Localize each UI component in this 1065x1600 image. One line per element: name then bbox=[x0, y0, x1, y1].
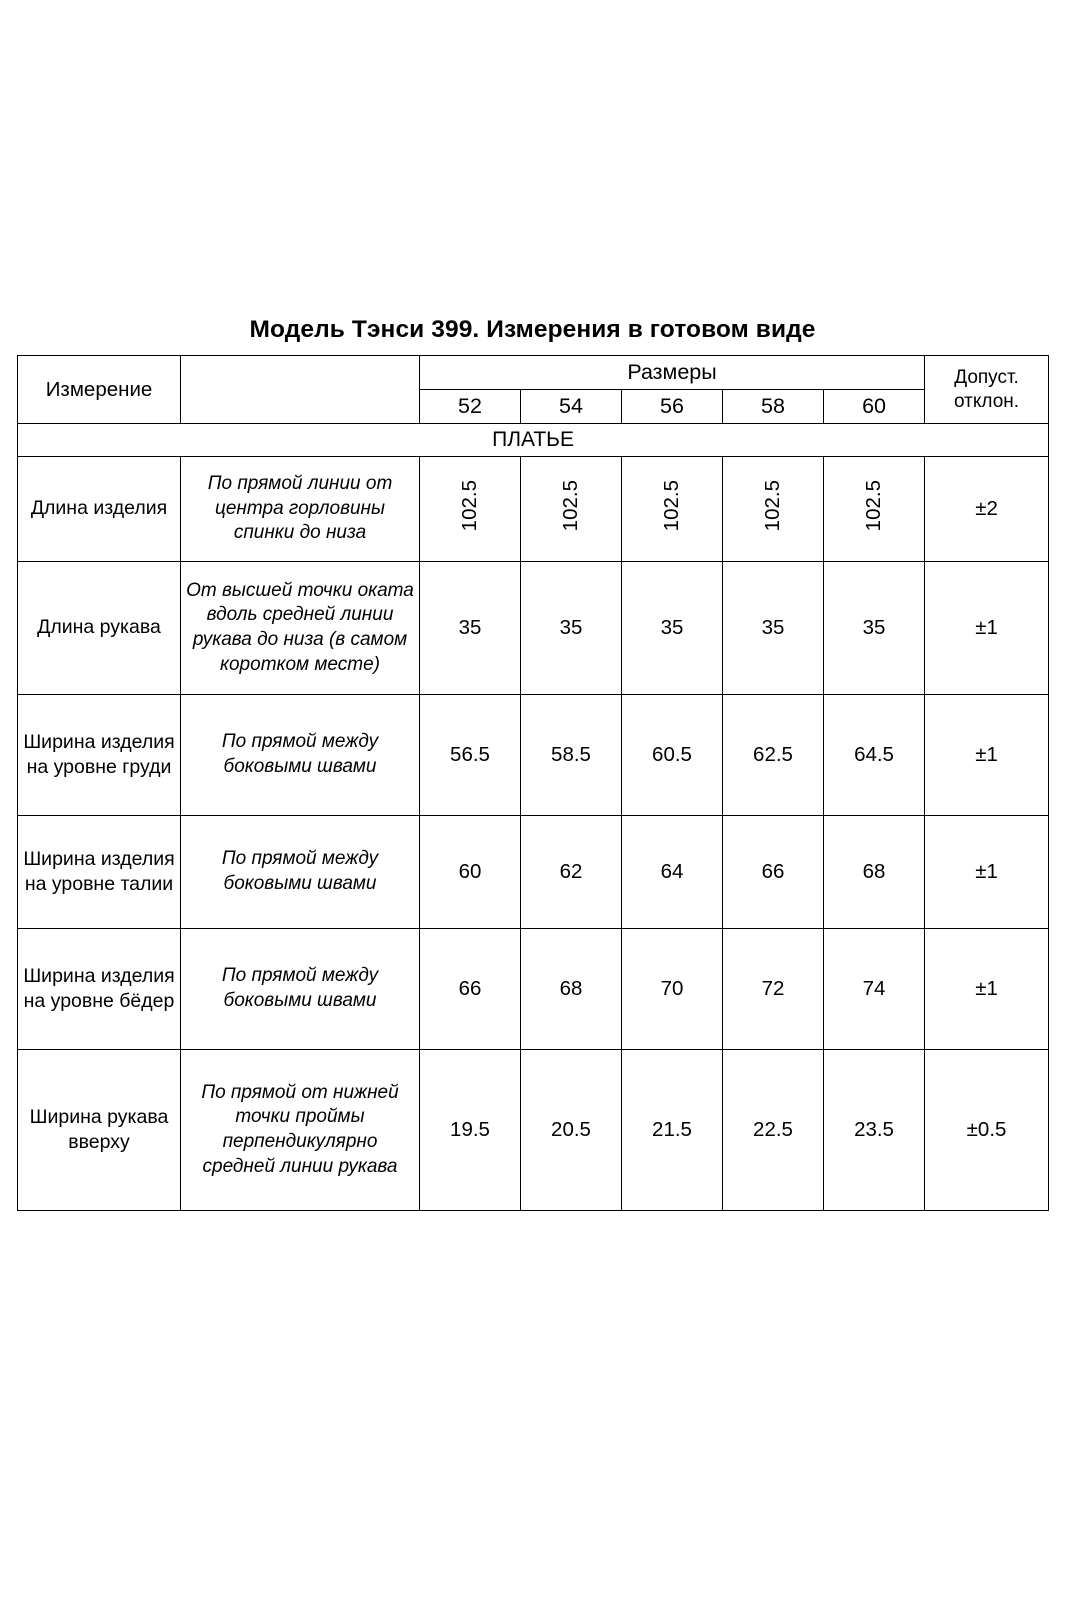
row-value-54: 62 bbox=[521, 816, 622, 929]
row-value-52 bbox=[420, 457, 521, 562]
table-header-row-top bbox=[18, 356, 1049, 390]
section-row-dress bbox=[18, 424, 1049, 457]
row-name: Длина рукава bbox=[18, 562, 181, 695]
row-description: По прямой между боковыми швами bbox=[181, 695, 420, 816]
table-row bbox=[18, 695, 1049, 816]
row-value-60: 64.5 bbox=[824, 695, 925, 816]
header-tolerance bbox=[925, 356, 1049, 424]
row-value-54 bbox=[521, 457, 622, 562]
row-name: Длина изделия bbox=[18, 457, 181, 562]
row-value-60: 74 bbox=[824, 929, 925, 1050]
table-row bbox=[18, 1050, 1049, 1211]
row-description: По прямой линии от центра горловины спинки до низа bbox=[181, 457, 420, 562]
row-name: Ширина изделия на уровне талии bbox=[18, 816, 181, 929]
table-row bbox=[18, 457, 1049, 562]
value-text: 102.5 bbox=[760, 480, 784, 532]
row-value-58 bbox=[723, 457, 824, 562]
row-tolerance: ±1 bbox=[925, 562, 1049, 695]
row-value-56: 64 bbox=[622, 816, 723, 929]
row-tolerance: ±2 bbox=[925, 457, 1049, 562]
size-column-60: 60 bbox=[824, 390, 925, 424]
row-tolerance: ±1 bbox=[925, 929, 1049, 1050]
row-description: От высшей точки оката вдоль средней линии рукава до низа (в самом коротком месте) bbox=[181, 562, 420, 695]
size-column-54: 54 bbox=[521, 390, 622, 424]
row-value-52: 19.5 bbox=[420, 1050, 521, 1211]
row-value-54: 20.5 bbox=[521, 1050, 622, 1211]
row-tolerance: ±0.5 bbox=[925, 1050, 1049, 1211]
row-value-60: 68 bbox=[824, 816, 925, 929]
size-column-52: 52 bbox=[420, 390, 521, 424]
row-value-58: 35 bbox=[723, 562, 824, 695]
size-column-56: 56 bbox=[622, 390, 723, 424]
row-name: Ширина изделия на уровне бёдер bbox=[18, 929, 181, 1050]
header-measurement: Измерение bbox=[18, 356, 181, 424]
row-value-52: 35 bbox=[420, 562, 521, 695]
row-value-56 bbox=[622, 457, 723, 562]
row-value-56: 70 bbox=[622, 929, 723, 1050]
row-value-54: 58.5 bbox=[521, 695, 622, 816]
row-tolerance: ±1 bbox=[925, 695, 1049, 816]
measurements-table bbox=[17, 355, 1049, 1211]
row-value-56: 21.5 bbox=[622, 1050, 723, 1211]
row-description: По прямой от нижней точки проймы перпендикулярно средней линии рукава bbox=[181, 1050, 420, 1211]
header-tolerance-line1: Допуст. bbox=[954, 366, 1019, 388]
row-value-58: 72 bbox=[723, 929, 824, 1050]
row-value-54: 68 bbox=[521, 929, 622, 1050]
table-row bbox=[18, 929, 1049, 1050]
row-name: Ширина изделия на уровне груди bbox=[18, 695, 181, 816]
section-label: ПЛАТЬЕ bbox=[18, 424, 1049, 457]
row-value-60: 23.5 bbox=[824, 1050, 925, 1211]
value-text: 102.5 bbox=[558, 480, 582, 532]
row-value-52: 66 bbox=[420, 929, 521, 1050]
header-sizes: Размеры bbox=[420, 356, 925, 390]
header-tolerance-line2: отклон. bbox=[954, 390, 1020, 412]
row-value-58: 22.5 bbox=[723, 1050, 824, 1211]
table-row bbox=[18, 562, 1049, 695]
value-text: 102.5 bbox=[457, 480, 481, 532]
row-value-56: 35 bbox=[622, 562, 723, 695]
row-value-56: 60.5 bbox=[622, 695, 723, 816]
measurements-table-container bbox=[17, 355, 1048, 1211]
row-value-58: 62.5 bbox=[723, 695, 824, 816]
table-row bbox=[18, 816, 1049, 929]
header-description-blank bbox=[181, 356, 420, 424]
row-value-60 bbox=[824, 457, 925, 562]
value-text: 102.5 bbox=[861, 480, 885, 532]
size-column-58: 58 bbox=[723, 390, 824, 424]
row-name: Ширина рукава вверху bbox=[18, 1050, 181, 1211]
row-tolerance: ±1 bbox=[925, 816, 1049, 929]
row-value-54: 35 bbox=[521, 562, 622, 695]
row-value-58: 66 bbox=[723, 816, 824, 929]
page-title: Модель Тэнси 399. Измерения в готовом виде bbox=[249, 316, 816, 343]
row-value-52: 56.5 bbox=[420, 695, 521, 816]
row-value-52: 60 bbox=[420, 816, 521, 929]
value-text: 102.5 bbox=[659, 480, 683, 532]
row-description: По прямой между боковыми швами bbox=[181, 929, 420, 1050]
row-description: По прямой между боковыми швами bbox=[181, 816, 420, 929]
row-value-60: 35 bbox=[824, 562, 925, 695]
